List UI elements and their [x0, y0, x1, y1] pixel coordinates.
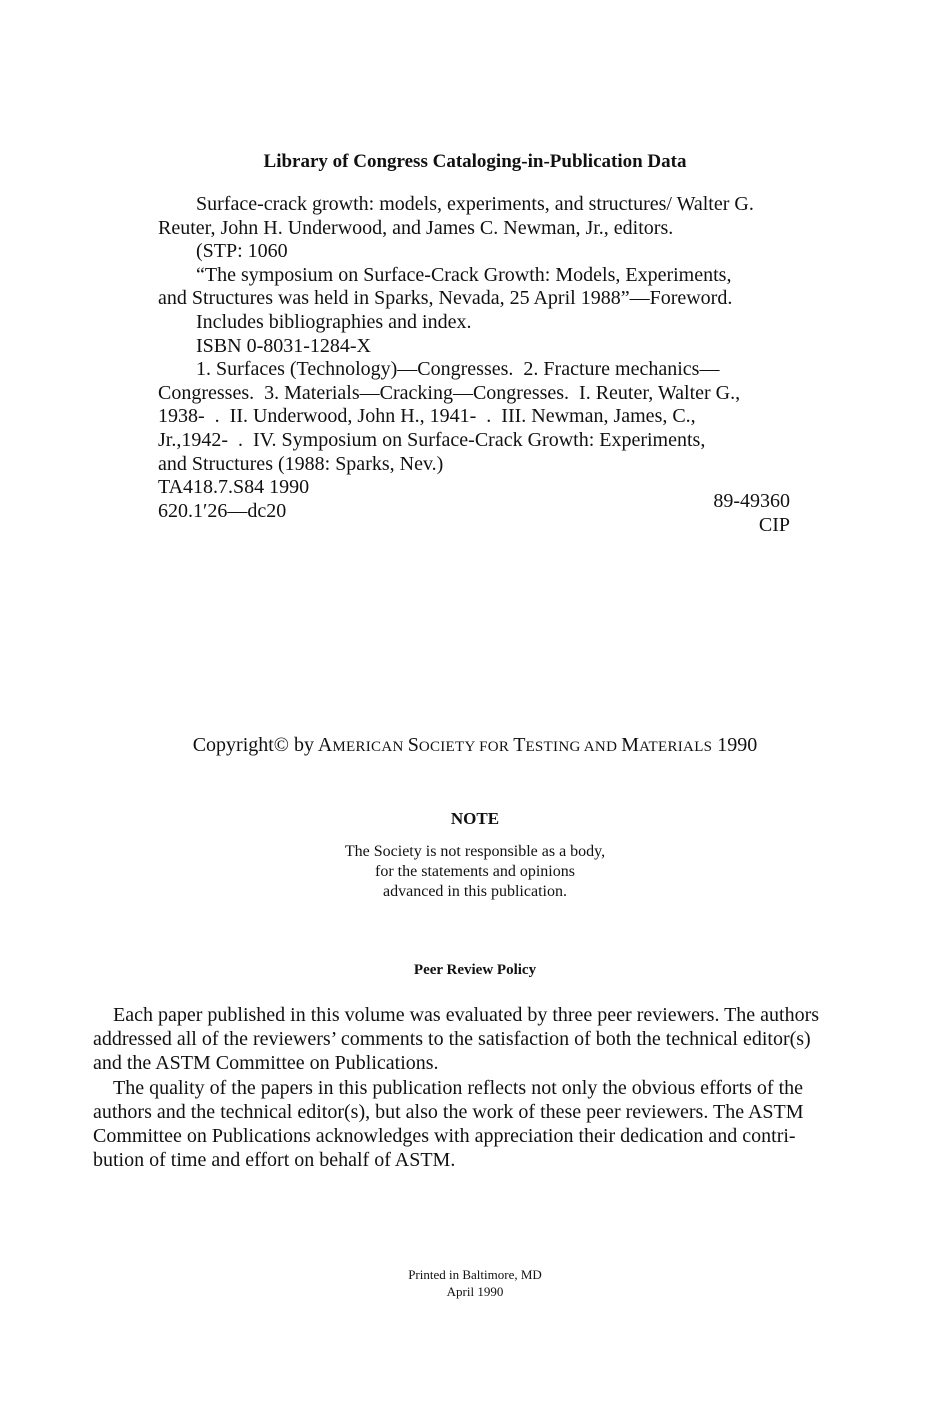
org-name-part: M — [621, 734, 640, 756]
cip-line: Reuter, John H. Underwood, and James C. Newman, Jr., editors. — [158, 216, 674, 239]
cip-line: and Structures (1988: Sparks, Nev.) — [158, 452, 444, 475]
cip-record — [158, 193, 798, 523]
printed-date: April 1990 — [446, 1284, 504, 1299]
org-name-part: A — [317, 734, 333, 756]
copyright-prefix: Copyright© by — [192, 734, 318, 756]
cip-heading: Library of Congress Cataloging-in-Publication Data — [263, 151, 687, 172]
note-body — [0, 842, 950, 902]
lccn-block — [640, 490, 790, 537]
org-name-part: ESTING AND — [525, 739, 622, 755]
copyright-notice — [0, 733, 950, 759]
cip-line: TA418.7.S84 1990 — [158, 476, 310, 499]
peer-review-title: Peer Review Policy — [413, 962, 537, 978]
cip-line: Surface-crack growth: models, experiments, and structures/ Walter G. — [196, 193, 754, 215]
note-line: advanced in this publication. — [383, 883, 567, 900]
peer-review-line: Each paper published in this volume was evaluated by three peer reviewers. The authors — [113, 1004, 820, 1026]
printed-in — [0, 1266, 950, 1300]
peer-review-line: addressed all of the reviewers’ comments to the satisfaction of both the technical editor(s) — [93, 1028, 811, 1051]
cip-line: Jr.,1942- . IV. Symposium on Surface-Crack Growth: Experiments, — [158, 428, 706, 451]
note-line: The Society is not responsible as a body, — [344, 843, 606, 860]
cip-line: 620.1′26—dc20 — [158, 499, 287, 522]
cip-label: CIP — [758, 513, 790, 536]
peer-review-line: and the ASTM Committee on Publications. — [93, 1052, 439, 1075]
org-name-part: T — [513, 734, 526, 756]
peer-review-body — [93, 1003, 863, 1172]
printed-place: Printed in Baltimore, MD — [408, 1267, 542, 1282]
peer-review-line: bution of time and effort on behalf of ASTM. — [93, 1149, 456, 1172]
cip-line: 1938- . II. Underwood, John H., 1941- . III. Newman, James, C., — [158, 405, 696, 428]
copyright-year: 1990 — [712, 734, 758, 756]
cip-line: Congresses. 3. Materials—Cracking—Congresses. I. Reuter, Walter G., — [158, 381, 741, 404]
org-name-part: MERICAN — [332, 739, 408, 755]
peer-review-line: The quality of the papers in this publication reflects not only the obvious efforts of the — [113, 1076, 804, 1099]
note-title: NOTE — [450, 809, 500, 828]
lccn-number: 89-49360 — [713, 490, 790, 512]
cip-line: Includes bibliographies and index. — [196, 310, 472, 333]
cip-line: “The symposium on Surface-Crack Growth: Models, Experiments, — [196, 263, 732, 286]
org-name-part: S — [407, 734, 419, 756]
cip-line: ISBN 0-8031-1284-X — [196, 334, 371, 357]
org-name-part: ATERIALS — [639, 739, 713, 755]
cip-line: 1. Surfaces (Technology)—Congresses. 2. Fracture mechanics— — [196, 358, 720, 381]
peer-review-line: authors and the technical editor(s), but also the work of these peer reviewers. The ASTM — [93, 1100, 804, 1123]
note-line: for the statements and opinions — [375, 863, 575, 880]
org-name-part: OCIETY FOR — [418, 739, 514, 755]
cip-line: (STP: 1060 — [196, 240, 288, 263]
cip-line: and Structures was held in Sparks, Nevada, 25 April 1988”—Foreword. — [158, 287, 733, 310]
peer-review-line: Committee on Publications acknowledges with appreciation their dedication and contri- — [93, 1125, 796, 1148]
